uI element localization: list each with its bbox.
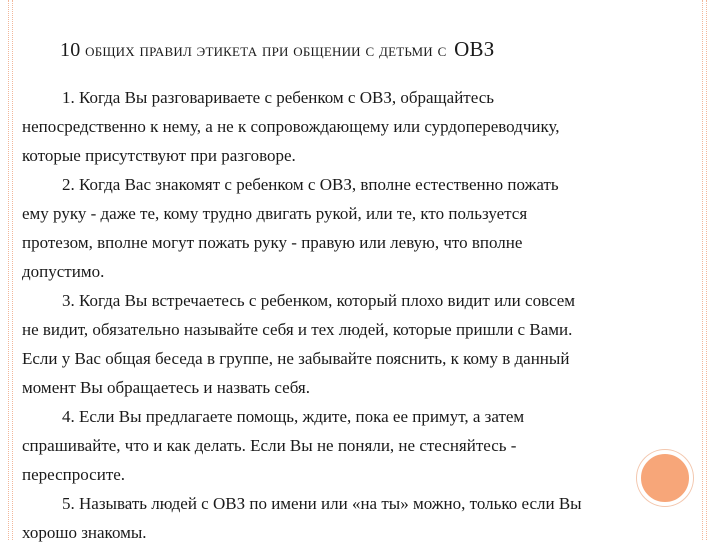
rule-4-line-3: переспросите.: [22, 465, 126, 484]
rule-2-line-2: ему руку - даже те, кому трудно двигать рукой, или те, кто пользуется: [22, 204, 528, 223]
rule-1-line-3: которые присутствуют при разговоре.: [22, 146, 296, 165]
rule-5-line-2: хорошо знакомы.: [22, 523, 147, 542]
rule-5-line-1: 5. Называть людей с ОВЗ по имени или «на ты» можно, только если Вы: [62, 494, 582, 513]
rule-1-line-1: 1. Когда Вы разговариваете с ребенком с ОВЗ, обращайтесь: [62, 88, 494, 107]
rule-1-line-2: непосредственно к нему, а не к сопровождающему или сурдопереводчику,: [22, 117, 560, 136]
title-number: 10: [60, 39, 81, 61]
rule-4-line-2: спрашивайте, что и как делать. Если Вы не поняли, не стесняйтесь -: [22, 436, 517, 455]
rule-3-line-4: момент Вы обращаетесь и назвать себя.: [22, 378, 310, 397]
left-frame-line-outer: [8, 0, 9, 540]
rule-4-line-1: 4. Если Вы предлагаете помощь, ждите, пока ее примут, а затем: [62, 407, 525, 426]
slide-title: [60, 37, 700, 62]
title-main: общих правил этикета при общении с детьми с: [85, 40, 447, 60]
title-last-word: ОВЗ: [454, 37, 495, 61]
rule-2-line-4: допустимо.: [22, 262, 105, 281]
right-frame-line-outer: [706, 0, 707, 540]
rule-3-line-3: Если у Вас общая беседа в группе, не забывайте пояснить, к кому в данный: [22, 349, 570, 368]
rule-2-line-3: протезом, вполне могут пожать руку - правую или левую, что вполне: [22, 233, 523, 252]
rule-2-line-1: 2. Когда Вас знакомят с ребенком с ОВЗ, вполне естественно пожать: [62, 175, 559, 194]
left-frame-line-inner: [12, 0, 13, 540]
decorative-circle: [637, 450, 693, 506]
rules-text: [22, 83, 688, 547]
rule-3-line-2: не видит, обязательно называйте себя и тех людей, которые пришли с Вами.: [22, 320, 573, 339]
rule-3-line-1: 3. Когда Вы встречаетесь с ребенком, который плохо видит или совсем: [62, 291, 576, 310]
right-frame-line-inner: [702, 0, 703, 540]
